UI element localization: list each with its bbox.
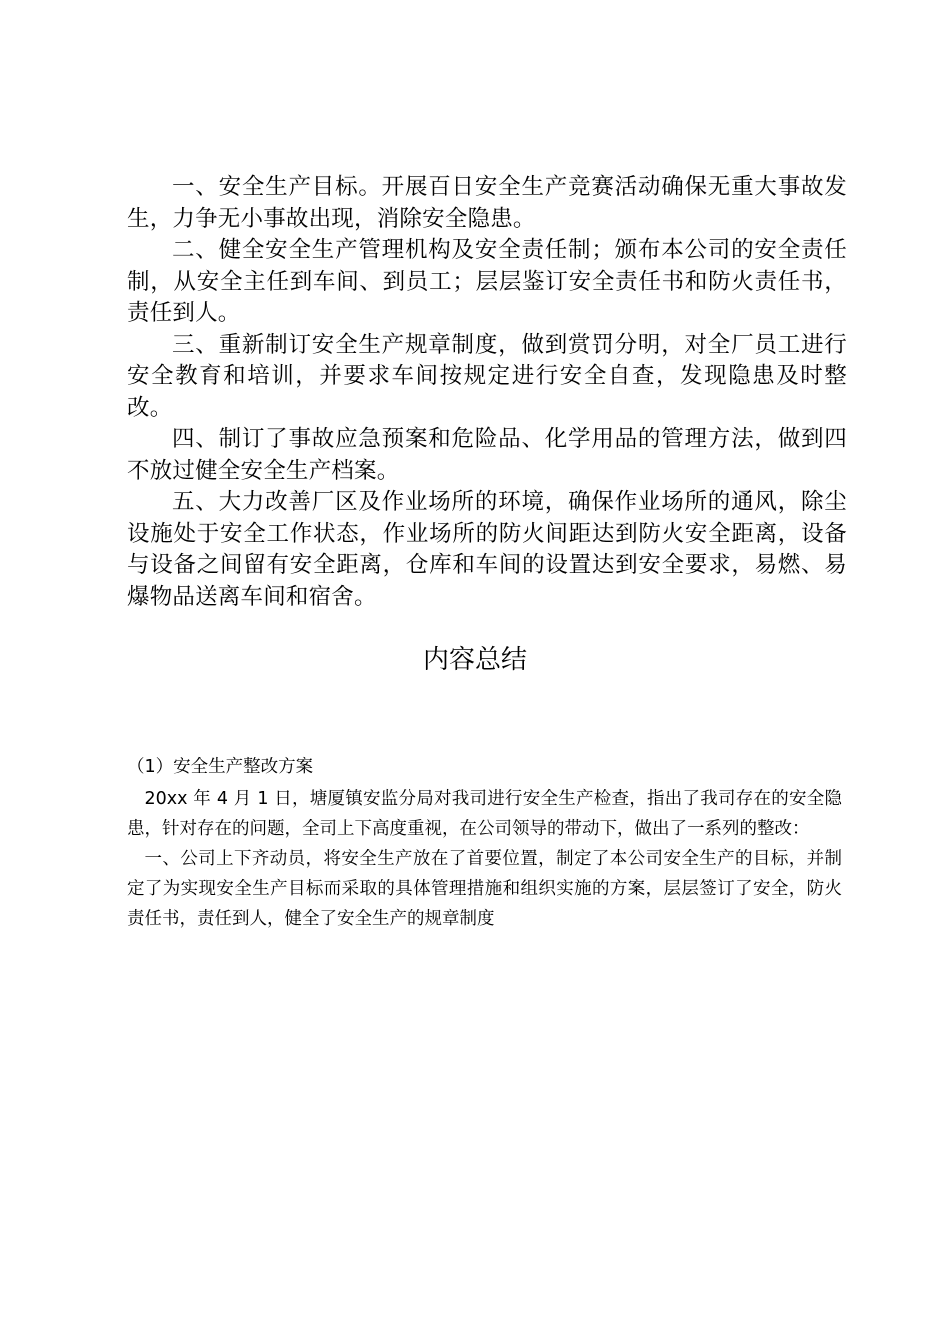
summary-paragraph-2: 一、公司上下齐动员，将安全生产放在了首要位置，制定了本公司安全生产的目标，并制定了为实现安全生产目标而采取的具体管理措施和组织实施的方案，层层签订了安全，防火责任书，责任到人，健全了安全生产的规章制度 [127, 849, 842, 929]
paragraph-5: 五、大力改善厂区及作业场所的环境，确保作业场所的通风，除尘设施处于安全工作状态，作业场所的防火间距达到防火安全距离，设备与设备之间留有安全距离，仓库和车间的设置达到安全要求，易燃、易爆物品送离车间和宿舍。 [127, 489, 847, 610]
upper-body-text [127, 172, 847, 613]
summary-heading: 内容总结 [422, 645, 527, 675]
summary-subtitle: （1）安全生产整改方案 [127, 757, 314, 777]
paragraph-3: 三、重新制订安全生产规章制度，做到赏罚分明，对全厂员工进行安全教育和培训，并要求车间按规定进行安全自查，发现隐患及时整改。 [127, 331, 847, 421]
paragraph-2: 二、健全安全生产管理机构及安全责任制；颁布本公司的安全责任制，从安全主任到车间、到员工；层层鉴订安全责任书和防火责任书，责任到人。 [127, 237, 847, 326]
summary-paragraph-1: 20xx 年 4 月 1 日，塘厦镇安监分局对我司进行安全生产检查，指出了我司存在的安全隐患，针对存在的问题，全司上下高度重视，在公司领导的带动下，做出了一系列的整改： [127, 789, 842, 839]
paragraph-4: 四、制订了事故应急预案和危险品、化学用品的管理方法，做到四不放过健全安全生产档案。 [127, 426, 847, 484]
paragraph-1: 一、安全生产目标。开展百日安全生产竞赛活动确保无重大事故发生，力争无小事故出现，消除安全隐患。 [127, 174, 847, 232]
summary-body-text [127, 752, 842, 934]
